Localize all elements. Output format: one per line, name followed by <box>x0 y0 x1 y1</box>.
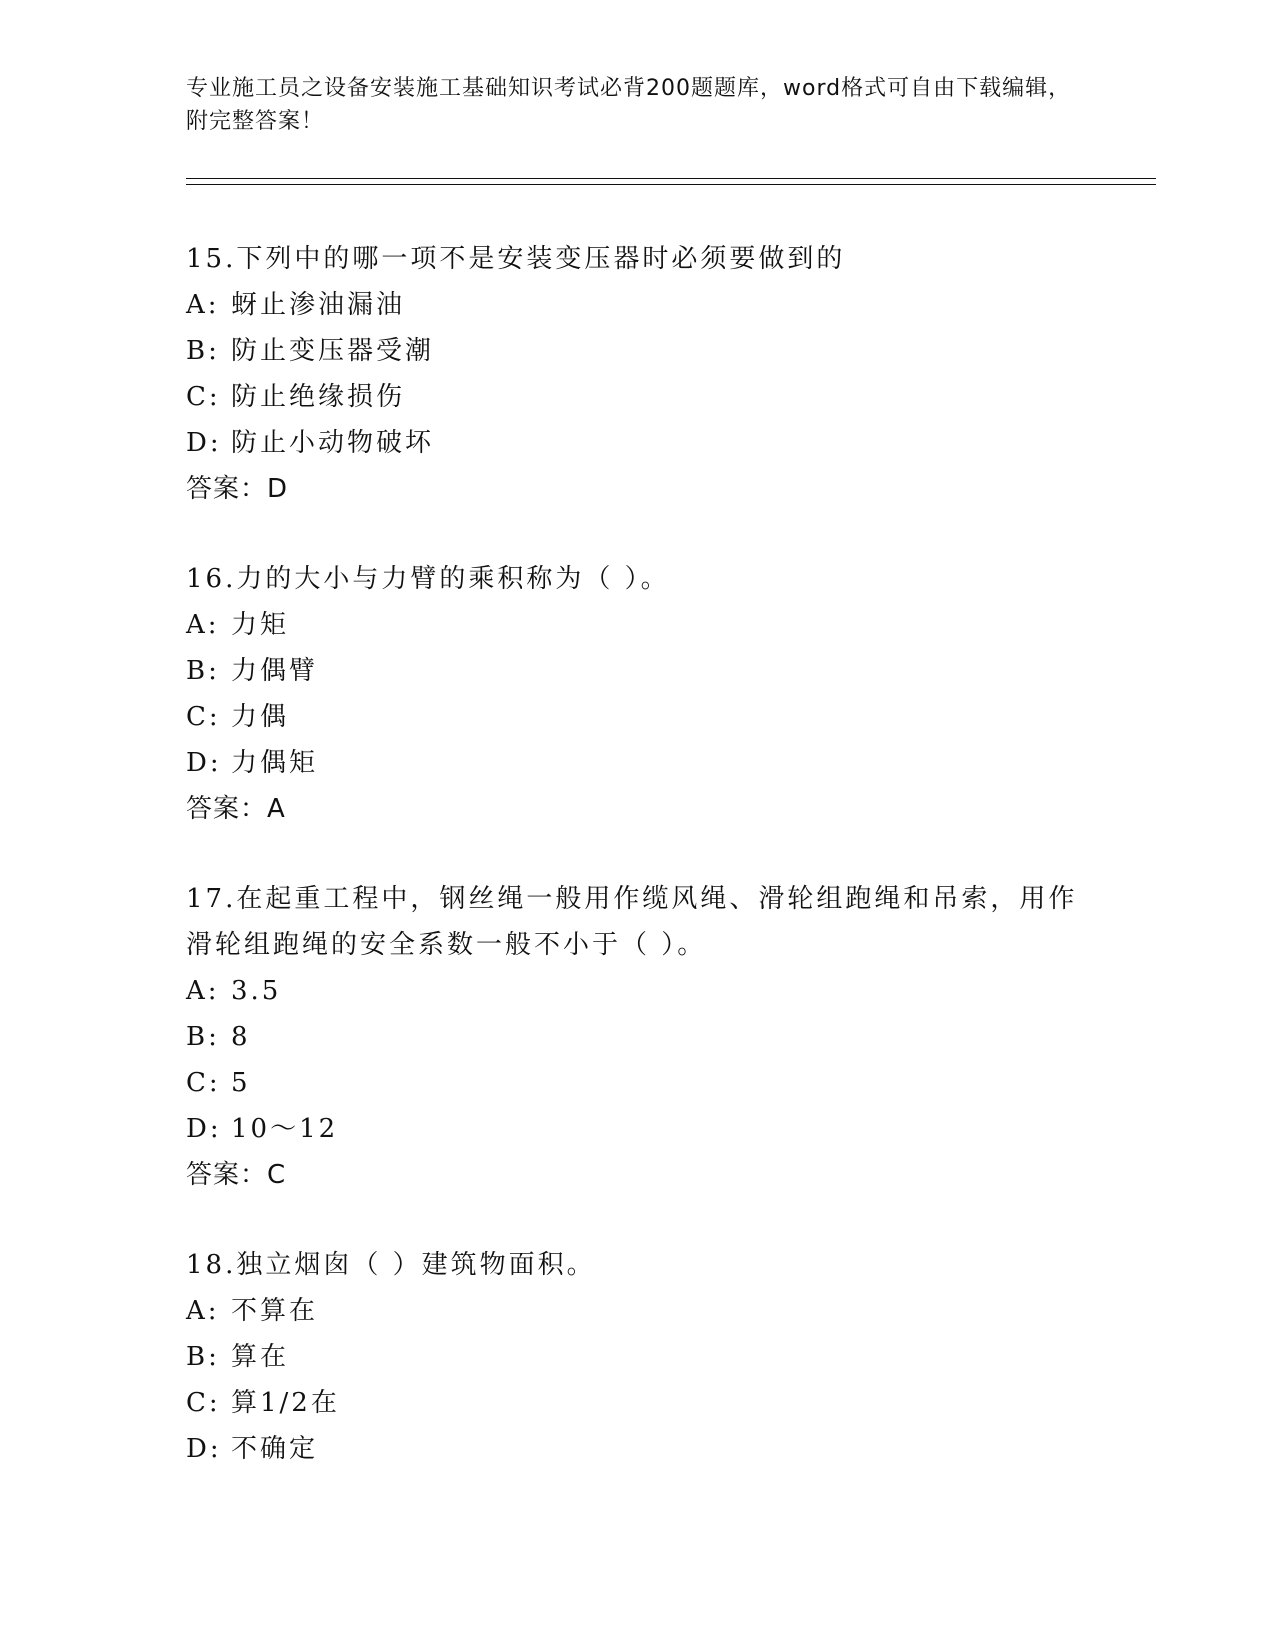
option-c <box>186 1060 1086 1106</box>
question-17 <box>186 876 1086 1198</box>
option-letter: B: <box>186 656 220 686</box>
option-d <box>186 420 1086 466</box>
header-rule-bottom <box>186 184 1156 185</box>
option-d <box>186 740 1086 786</box>
option-text: 10～12 <box>231 1114 339 1144</box>
question-15 <box>186 236 1086 512</box>
answer-line: 答案：A <box>186 794 286 824</box>
option-letter: A: <box>186 290 220 320</box>
question-stem: 18.独立烟囱（ ）建筑物面积。 <box>186 1250 596 1280</box>
option-text: 8 <box>231 1022 251 1052</box>
option-letter: B: <box>186 1022 220 1052</box>
option-b <box>186 328 1086 374</box>
option-text: 力偶臂 <box>231 656 319 686</box>
answer-line: 答案：D <box>186 474 289 504</box>
option-text: 蚜止渗油漏油 <box>231 290 406 320</box>
option-a <box>186 282 1086 328</box>
question-stem: 16.力的大小与力臂的乘积称为（ ）。 <box>186 564 670 594</box>
option-text: 不确定 <box>231 1434 319 1464</box>
option-text: 防止绝缘损伤 <box>231 382 406 412</box>
option-b <box>186 1014 1086 1060</box>
option-b <box>186 648 1086 694</box>
option-d <box>186 1106 1086 1152</box>
option-text: 力偶矩 <box>231 748 319 778</box>
option-a <box>186 602 1086 648</box>
option-text: 3.5 <box>231 976 282 1006</box>
option-letter: C: <box>186 1068 221 1098</box>
question-stem: 17.在起重工程中，钢丝绳一般用作缆风绳、滑轮组跑绳和吊索，用作滑轮组跑绳的安全系数一般不小于（ ）。 <box>186 884 1078 960</box>
option-text: 防止小动物破坏 <box>231 428 435 458</box>
option-letter: B: <box>186 336 220 366</box>
option-letter: D: <box>186 428 222 458</box>
header-rule-top <box>186 178 1156 179</box>
option-d <box>186 1426 1086 1472</box>
option-text: 力矩 <box>231 610 290 640</box>
option-a <box>186 1288 1086 1334</box>
option-text: 力偶 <box>231 702 290 732</box>
option-text: 算在 <box>231 1342 290 1372</box>
option-letter: C: <box>186 702 221 732</box>
option-c <box>186 1380 1086 1426</box>
option-letter: A: <box>186 1296 220 1326</box>
option-letter: A: <box>186 976 220 1006</box>
option-b <box>186 1334 1086 1380</box>
option-letter: A: <box>186 610 220 640</box>
question-list <box>186 236 1086 1516</box>
option-c <box>186 374 1086 420</box>
option-text: 不算在 <box>231 1296 319 1326</box>
option-letter: D: <box>186 1434 222 1464</box>
option-letter: D: <box>186 748 222 778</box>
option-text: 算1/2在 <box>231 1388 340 1418</box>
option-c <box>186 694 1086 740</box>
option-letter: D: <box>186 1114 222 1144</box>
answer-line: 答案：C <box>186 1160 287 1190</box>
option-letter: C: <box>186 1388 221 1418</box>
option-letter: B: <box>186 1342 220 1372</box>
question-18 <box>186 1242 1086 1472</box>
document-header: 专业施工员之设备安装施工基础知识考试必背200题题库，word格式可自由下载编辑，附完整答案！ <box>186 76 1072 134</box>
option-text: 5 <box>231 1068 251 1098</box>
option-text: 防止变压器受潮 <box>231 336 435 366</box>
option-a <box>186 968 1086 1014</box>
question-stem: 15.下列中的哪一项不是安装变压器时必须要做到的 <box>186 244 846 274</box>
question-16 <box>186 556 1086 832</box>
option-letter: C: <box>186 382 221 412</box>
